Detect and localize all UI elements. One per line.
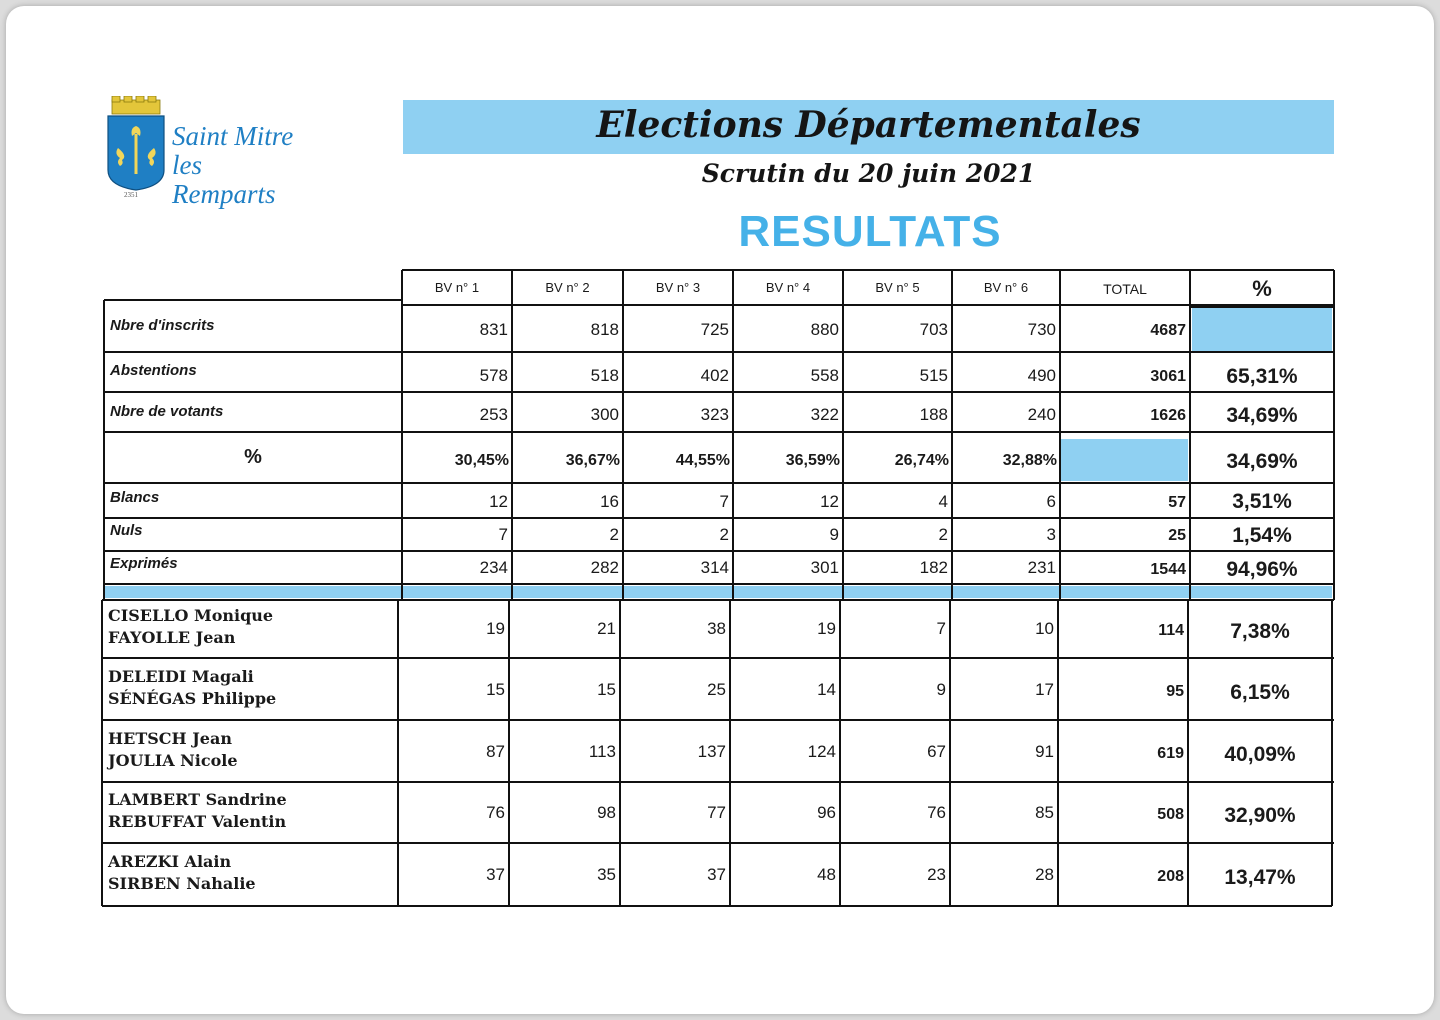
cell-value: 314 bbox=[700, 558, 729, 577]
cell-value: 323 bbox=[700, 405, 729, 424]
cell-value: 98 bbox=[597, 803, 616, 822]
cell-value: 10 bbox=[1035, 619, 1054, 638]
row-label: Abstentions bbox=[110, 362, 197, 379]
cell-value: 322 bbox=[810, 405, 839, 424]
cell-value: 231 bbox=[1027, 558, 1056, 577]
cell-value: 253 bbox=[479, 405, 508, 424]
cell-value: 730 bbox=[1027, 320, 1056, 339]
candidate-names bbox=[104, 605, 273, 649]
cell-value: 9 bbox=[829, 525, 839, 544]
cell-percent: 34,69% bbox=[1226, 450, 1298, 473]
cell-value: 67 bbox=[927, 742, 946, 761]
cell-value: 515 bbox=[919, 366, 948, 385]
cell-value: 3 bbox=[1046, 525, 1056, 544]
cell-value: 14 bbox=[817, 680, 836, 699]
candidate-name: JOULIA Nicole bbox=[108, 751, 238, 770]
cell-percent: 40,09% bbox=[1224, 743, 1296, 766]
col-header-bv3: BV n° 3 bbox=[655, 280, 701, 295]
cell-total: 508 bbox=[1157, 806, 1184, 823]
cell-value: 7 bbox=[936, 619, 946, 638]
cell-value: 137 bbox=[697, 742, 726, 761]
page-title: Elections Départementales bbox=[596, 104, 1141, 146]
cell-percent: 94,96% bbox=[1226, 558, 1298, 581]
cell-percent: 3,51% bbox=[1232, 490, 1292, 513]
cell-value: 2 bbox=[938, 525, 948, 544]
candidate-names bbox=[104, 851, 256, 895]
cell-value: 578 bbox=[479, 366, 508, 385]
cell-value: 25 bbox=[707, 680, 726, 699]
logo-line-1: Saint Mitre bbox=[172, 121, 294, 151]
cell-value: 44,55% bbox=[675, 452, 730, 469]
cell-value: 182 bbox=[919, 558, 948, 577]
candidate-name: REBUFFAT Valentin bbox=[108, 812, 287, 831]
cell-percent: 13,47% bbox=[1224, 866, 1296, 889]
cell-value: 19 bbox=[817, 619, 836, 638]
cell-value: 77 bbox=[707, 803, 726, 822]
cell-value: 703 bbox=[919, 320, 948, 339]
cell-value: 4 bbox=[938, 492, 948, 511]
cell-value: 7 bbox=[719, 492, 729, 511]
cell-value: 831 bbox=[479, 320, 508, 339]
col-header-bv4: BV n° 4 bbox=[765, 280, 811, 295]
cell-value: 37 bbox=[486, 865, 505, 884]
cell-total: 57 bbox=[1168, 494, 1186, 511]
cell-value: 36,67% bbox=[565, 452, 620, 469]
candidate-name: HETSCH Jean bbox=[108, 729, 232, 748]
cell-value: 234 bbox=[479, 558, 508, 577]
candidate-name: SÉNÉGAS Philippe bbox=[108, 689, 277, 708]
cell-total: 208 bbox=[1157, 868, 1184, 885]
cell-value: 300 bbox=[590, 405, 619, 424]
cell-value: 490 bbox=[1027, 366, 1056, 385]
cell-percent: 65,31% bbox=[1226, 365, 1298, 388]
col-header-bv2: BV n° 2 bbox=[545, 280, 590, 295]
candidate-name: AREZKI Alain bbox=[108, 852, 232, 871]
row-label: Nuls bbox=[110, 522, 143, 539]
cell-value: 28 bbox=[1035, 865, 1054, 884]
cell-total: 3061 bbox=[1150, 368, 1186, 385]
cell-value: 880 bbox=[810, 320, 839, 339]
cell-total: 25 bbox=[1168, 527, 1186, 544]
cell-value: 9 bbox=[936, 680, 946, 699]
cell-value: 26,74% bbox=[894, 452, 949, 469]
cell-total: 1544 bbox=[1150, 561, 1186, 578]
cell-value: 402 bbox=[700, 366, 729, 385]
cell-value: 113 bbox=[588, 742, 616, 761]
col-header-bv6: BV n° 6 bbox=[983, 280, 1029, 295]
cell-value: 15 bbox=[597, 680, 616, 699]
cell-total: 4687 bbox=[1150, 322, 1186, 339]
cell-value: 818 bbox=[590, 320, 619, 339]
cell-value: 12 bbox=[820, 492, 839, 511]
cell-value: 124 bbox=[807, 742, 836, 761]
cell-value: 48 bbox=[817, 865, 836, 884]
cell-percent: 34,69% bbox=[1226, 404, 1298, 427]
candidate-names bbox=[104, 789, 287, 833]
cell-value: 2 bbox=[609, 525, 619, 544]
candidate-names bbox=[104, 666, 276, 710]
cell-value: 38 bbox=[707, 619, 726, 638]
cell-total: 1626 bbox=[1150, 407, 1186, 424]
logo-year: 2351 bbox=[124, 191, 138, 199]
cell-percent: 1,54% bbox=[1232, 524, 1292, 547]
cell-value: 282 bbox=[590, 558, 619, 577]
cell-value: 7 bbox=[498, 525, 508, 544]
cell-value: 240 bbox=[1027, 405, 1056, 424]
cell-value: 6 bbox=[1046, 492, 1056, 511]
col-header-percent: % bbox=[1252, 276, 1272, 301]
cell-value: 21 bbox=[597, 619, 616, 638]
page-subtitle: Scrutin du 20 juin 2021 bbox=[701, 159, 1036, 188]
cell-value: 12 bbox=[489, 492, 508, 511]
cell-value: 36,59% bbox=[785, 452, 840, 469]
row-label: % bbox=[244, 446, 262, 468]
cell-value: 2 bbox=[719, 525, 729, 544]
col-header-bv1: BV n° 1 bbox=[434, 280, 480, 295]
row-label: Nbre de votants bbox=[110, 403, 224, 420]
candidate-name: DELEIDI Magali bbox=[108, 667, 254, 686]
candidate-names bbox=[104, 728, 238, 772]
candidate-name: FAYOLLE Jean bbox=[108, 628, 236, 647]
results-heading: RESULTATS bbox=[738, 207, 1002, 256]
col-header-total: TOTAL bbox=[1103, 281, 1147, 297]
cell-value: 32,88% bbox=[1002, 452, 1057, 469]
cell-value: 725 bbox=[700, 320, 729, 339]
cell-value: 87 bbox=[486, 742, 505, 761]
cell-total: 619 bbox=[1157, 745, 1184, 762]
cell-value: 19 bbox=[486, 619, 505, 638]
cell-value: 30,45% bbox=[454, 452, 509, 469]
candidate-name: CISELLO Monique bbox=[108, 606, 274, 625]
cell-total: 114 bbox=[1158, 622, 1184, 639]
row-label: Blancs bbox=[110, 489, 160, 506]
cell-value: 35 bbox=[597, 865, 616, 884]
cell-value: 558 bbox=[810, 366, 839, 385]
col-header-bv5: BV n° 5 bbox=[875, 280, 920, 295]
cell-value: 518 bbox=[590, 366, 619, 385]
cell-value: 16 bbox=[600, 492, 619, 511]
row-label: Exprimés bbox=[110, 555, 178, 572]
cell-total: 95 bbox=[1166, 683, 1184, 700]
cell-value: 188 bbox=[919, 405, 948, 424]
cell-value: 37 bbox=[707, 865, 726, 884]
cell-value: 15 bbox=[486, 680, 505, 699]
row-label: Nbre d'inscrits bbox=[110, 317, 215, 334]
cell-value: 96 bbox=[817, 803, 836, 822]
cell-percent: 6,15% bbox=[1230, 681, 1290, 704]
cell-value: 76 bbox=[927, 803, 946, 822]
cell-value: 301 bbox=[810, 558, 839, 577]
cell-percent: 32,90% bbox=[1224, 804, 1296, 827]
cell-value: 17 bbox=[1035, 680, 1054, 699]
candidate-name: SIRBEN Nahalie bbox=[108, 874, 256, 893]
candidate-name: LAMBERT Sandrine bbox=[108, 790, 287, 809]
cell-value: 23 bbox=[927, 865, 946, 884]
cell-percent: 7,38% bbox=[1230, 620, 1290, 643]
cell-value: 91 bbox=[1035, 742, 1054, 761]
cell-value: 76 bbox=[486, 803, 505, 822]
cell-value: 85 bbox=[1035, 803, 1054, 822]
logo-line-2: les Remparts bbox=[172, 150, 276, 209]
